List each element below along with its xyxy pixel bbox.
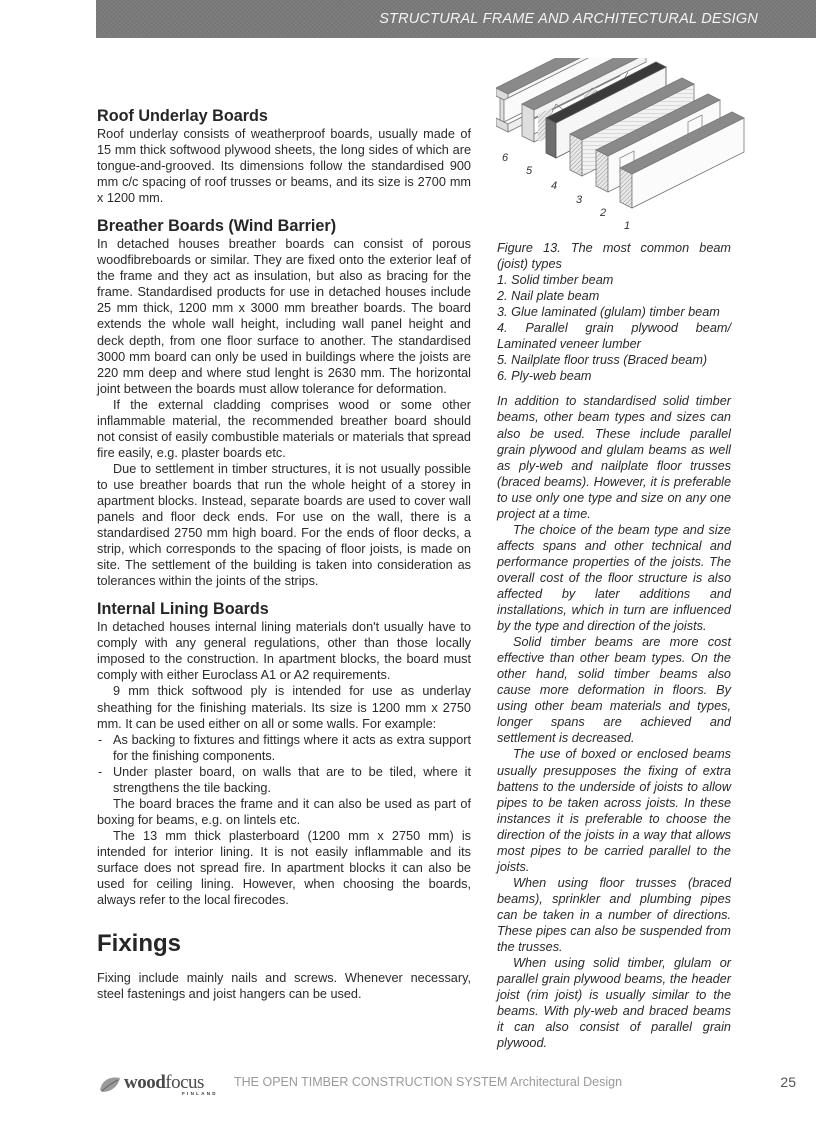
figure-caption-title: Figure 13. The most common beam (joist) types [497, 241, 731, 272]
right-paragraph-2: The choice of the beam type and size affects spans and other technical and performance properties of the joists. The overall cost of the floor structure is also affected by later additions and installations, which in turn are influenced by the type and direction of the joists. [497, 522, 731, 634]
bullet-marker: - [98, 764, 103, 779]
right-paragraph-3: Solid timber beams are more cost effective than other beam types. On the other hand, solid timber beams also cause more deformation in floors. By using other beam materials and types, longer spans are achieved and settlement is decreased. [497, 635, 731, 746]
internal-paragraph-3: The board braces the frame and it can also be used as part of boxing for beams, e.g. on lintels etc. [97, 796, 471, 827]
roof-paragraph-1: Roof underlay consists of weatherproof boards, usually made of 15 mm thick softwood plywood sheets, the long sides of which are tongue-and-grooved. Its dimensions follow the standardised 900 mm c/c spacing of roof trusses or beams, and its size is 2700 mm x 1200 mm. [97, 127, 471, 206]
right-paragraph-5: When using floor trusses (braced beams), sprinkler and plumbing pipes can be taken in a number of directions. These pipes can also be suspended from the trusses. [497, 875, 731, 955]
right-paragraph-6: When using solid timber, glulam or parallel grain plywood beams, the header joist (rim joist) is usually similar to the beams. With ply-web and braced beams it can also consist of parallel grain plywood. [497, 956, 731, 1051]
page-number: 25 [780, 1074, 796, 1090]
bullet-item [97, 732, 471, 764]
figure-caption-item-1: 1. Solid timber beam [497, 273, 614, 288]
heading-internal-lining-boards: Internal Lining Boards [97, 600, 269, 619]
breather-paragraph-3: Due to settlement in timber structures, it is not usually possible to use breather boards that run the whole height of a storey in apartment blocks. Instead, separate boards are used to cover wall panels and floor deck ends. For use on the wall, there is a standardised 2750 mm high board. For the ends of floor decks, a strip, which corresponds to the spacing of floor joists, is made on site. The settlement of the building is taken into consideration as tolerances within the joints of the strips. [97, 461, 471, 589]
breather-paragraph-2: If the external cladding comprises wood or some other inflammable material, the recommended breather board should not consist of easily combustible materials or materials that spread fire easily, e.g. plaster boards etc. [97, 397, 471, 460]
internal-paragraph-1: In detached houses internal lining materials don't usually have to comply with any general regulations, other than those locally imposed to the construction. In apartment blocks, the board must comply with either Euroclass A1 or A2 requirements. [97, 620, 471, 683]
figure-caption [497, 240, 731, 384]
heading-breather-boards: Breather Boards (Wind Barrier) [97, 217, 337, 236]
figure-label-1: 1 [624, 220, 631, 232]
heading-fixings: Fixings [97, 930, 182, 958]
breather-paragraph-1: In detached houses breather boards can consist of porous woodfibreboards or similar. They are fixed onto the exterior leaf of the frame and they act as insulation, but also as bracing for the frame. Standardised products for use in detached houses include 25 mm thick, 1200 mm x 3000 mm breather boards. The board extends the whole wall height, including wall panel height and deck depth, from one floor surface to another. The standardised 3000 mm board can only be used in buildings where the joists are 220 mm deep and where stud lenght is 2630 mm. The horizontal joint between the boards must allow tolerance for deformation. [97, 237, 471, 396]
fixings-paragraph-1: Fixing include mainly nails and screws. Whenever necessary, steel fastenings and joist hangers can be used. [97, 971, 471, 1002]
figure-label-4: 4 [551, 180, 558, 192]
right-paragraph-1: In addition to standardised solid timber beams, other beam types and sizes can also be used. These include parallel grain plywood and glulam beams as well as ply-web and nailplate floor trusses (braced beams). However, it is preferable to use only one type and size on any one project at a time. [497, 394, 731, 521]
figure-caption-item-6: 6. Ply-web beam [497, 369, 592, 384]
bullet-marker: - [98, 732, 103, 747]
figure-label-3: 3 [576, 194, 583, 206]
internal-paragraph-4: The 13 mm thick plasterboard (1200 mm x 2750 mm) is intended for interior lining. It is not easily inflammable and its surface does not spread fire. In apartment blocks it can also be used for ceiling lining. However, when choosing the boards, always refer to the local firecodes. [97, 828, 471, 908]
logo-subtitle: FINLAND [182, 1091, 218, 1096]
figure-caption-item-4: 4. Parallel grain plywood beam/ Laminated veneer lumber [497, 321, 731, 352]
page-footer [96, 1068, 816, 1098]
figure-label-2: 2 [600, 207, 607, 219]
left-column [97, 107, 471, 1002]
beam-types-illustration [496, 58, 776, 238]
figure-caption-item-3: 3. Glue laminated (glulam) timber beam [497, 305, 720, 320]
logo-word-wood: wood [124, 1072, 166, 1093]
footer-publication-title: THE OPEN TIMBER CONSTRUCTION SYSTEM Architectural Design [234, 1075, 623, 1089]
beam-types-figure [496, 58, 776, 238]
bullet-item [97, 764, 471, 796]
heading-roof-underlay-boards: Roof Underlay Boards [97, 107, 268, 125]
running-header-title: STRUCTURAL FRAME AND ARCHITECTURAL DESIGN [379, 11, 758, 27]
internal-paragraph-2: 9 mm thick softwood ply is intended for use as underlay sheathing for the finishing materials. Its size is 1200 mm x 2750 mm. It can be used either on all or some walls. For example: [97, 684, 471, 731]
right-paragraph-4: The use of boxed or enclosed beams usually presupposes the fixing of extra battens to the underside of joists to allow pipes to be taken across joists. In these instances it is preferable to choose the direction of the joists in a way that allows most pipes to be carried parallel to the joists. [497, 747, 731, 874]
bullet-text: Under plaster board, on walls that are to be tiled, where it strengthens the tile backing. [113, 764, 471, 795]
woodfocus-logo [98, 1072, 220, 1098]
right-column [497, 240, 731, 1051]
leaf-icon [98, 1074, 124, 1096]
figure-label-6: 6 [502, 152, 509, 164]
bullet-text: As backing to fixtures and fittings where it acts as extra support for the finishing components. [113, 732, 471, 763]
figure-caption-item-2: 2. Nail plate beam [497, 289, 600, 304]
figure-caption-item-5: 5. Nailplate floor truss (Braced beam) [497, 353, 708, 368]
logo-word-focus: focus [165, 1072, 204, 1093]
running-header [96, 0, 816, 38]
figure-label-5: 5 [526, 165, 533, 177]
